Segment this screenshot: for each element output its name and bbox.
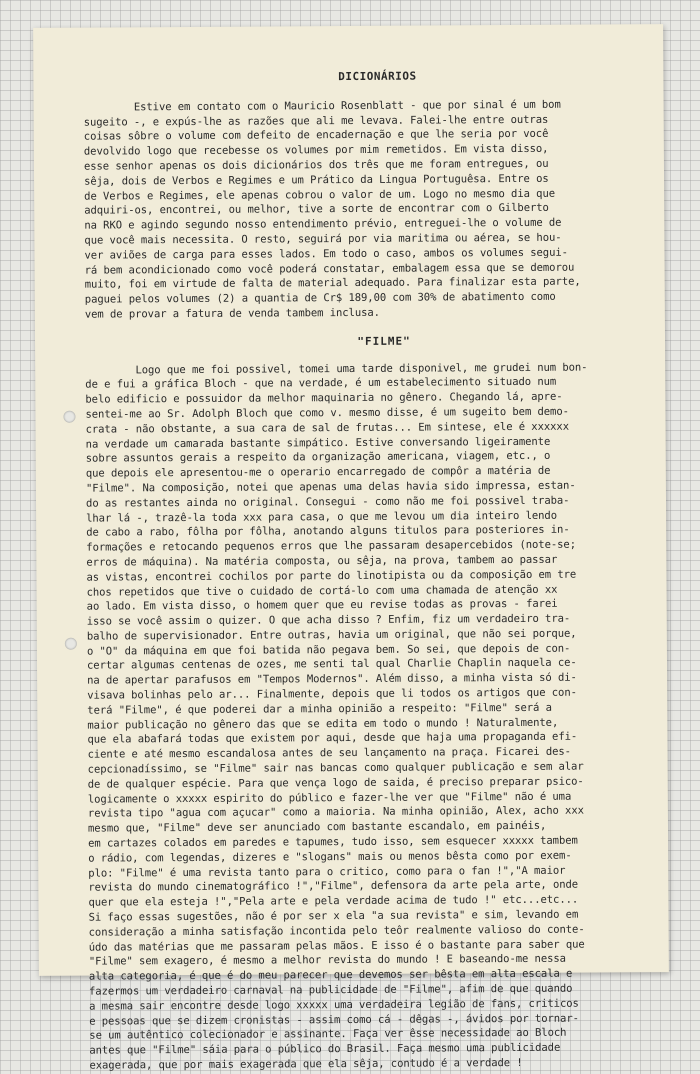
text-line: muito, foi em virtude de falta de material adequado. Para finalizar esta parte, [84,275,581,291]
text-line: ciente e até mesmo escandalosa antes de seu lançamento na praça. Ficarei des- [87,745,571,761]
text-line: de cabo a rabo, fôlha por fôlha, anotando alguns titulos para posteriores in- [86,523,570,539]
text-line: sugeito -, e expús-lhe as razões que ali me levava. Falei-lhe entre outras [83,113,549,129]
text-line: maior publicação no gênero das que se edita em todo o mundo ! Naturalmente, [87,716,559,732]
text-line: revista do mundo cinematográfico !","Filme", defensora da arte pela arte, onde [88,879,579,895]
text-line: na de apertar parafusos em "Tempos Modernos". Além disso, a minha vista só di- [87,671,577,687]
text-line: devolvido logo que recebesse os volumes por mim remetidos. Em vista disso, [83,142,549,158]
text-line: se um autêntico colecionador e assinante. Faça ver êsse necessidade ao Bloch [89,1027,567,1043]
text-line: "Filme" sem exagero, é mesmo a melhor revista do mundo ! E baseando-me nessa [88,953,566,969]
text-line: coisas sôbre o volume com defeito de encadernação e que lhe seria por você [83,128,549,144]
text-line: esse senhor apenas os dois dicionários dos três que me foram entregues, ou [83,157,549,173]
text-line: vem de provar a fatura de venda tambem inclusa. [84,306,380,321]
text-line: que ela abafará todas que existem por aqui, desde que haja uma propaganda efi- [87,731,578,747]
text-line: Si faço essas sugestões, não é por ser x ela "a sua revista" e sim, levando em [88,908,579,924]
text-line: certar algumas centenas de ozes, me senti tal qual Charlie Chaplin naquela ce- [86,657,577,673]
text-line: sêja, dois de Verbos e Regimes e um Prático da Lingua Portuguêsa. Entre os [84,172,549,188]
text-line: chos repetidos que tive o cuidado de cortá-lo com uma chamada de atenção xx [86,583,558,599]
text-line: as vistas, encontrei cochilos por parte do linotipista ou da composição em tre [86,568,577,584]
text-line: revista tipo "agua com açucar" como a maioria. Na minha opinião, Alex, acho xxx [87,805,584,821]
text-line: o rádio, com legendas, dizeres e "slogans" mais ou menos bêsta como por exem- [88,849,572,865]
typewritten-page [33,24,669,1072]
text-line: que você mais necessita. O resto, seguirá por via maritima ou aérea, se hou- [84,231,562,247]
text-line: logicamente o xxxxx espirito do público e fazer-lhe ver que "Filme" não é uma [87,790,572,806]
text-line: antes que "Filme" sáia para o público do Brasil. Faça mesmo uma publicidade [89,1041,561,1057]
text-line: que depois ele apresentou-me o operario encarregado de compôr a matéria de [85,464,551,480]
text-line: adquiri-os, encontrei, ou melhor, tive a sorte de encontrar com o Gilberto [84,202,549,217]
section-title-filme: "FILME" [357,334,411,348]
text-line: isso se você assim o quizer. O que acha disso ? Enfim, fiz um verdadeiro tra- [86,612,571,628]
text-line: rá bem acondicionado como você poderá constatar, embalagem essa que se demorou [84,261,575,277]
text-line: cepcionadíssimo, se "Filme" sair nas bancas como qualquer publicação e sem alar [87,760,584,776]
text-line: Estive em contato com o Mauricio Rosenblatt - que por sinal é um bom [83,98,561,114]
text-line: na RKO e agindo segundo nosso entendimento prévio, entreguei-lhe o volume de [84,216,562,232]
text-line: terá "Filme", é que poderei dar a minha opinião a respeito: "Filme" será a [87,701,552,717]
text-line: "Filme". Na composição, notei que apenas uma delas havia sido impressa, estan- [85,479,576,495]
text-line: do as restantes ainda no original. Consegui - como não me foi possivel traba- [85,494,570,510]
text-line: de Verbos e Regimes, ele apenas cobrou o valor de um. Logo no mesmo dia que [84,187,556,203]
letter-body [83,68,657,1073]
text-line: de e fui a gráfica Bloch - que na verdade, é um estabelecimento situado num [85,376,557,391]
text-line: e pessoas que se dizem cronistas - assim como cá - dêgas -, ávidos por tornar- [89,1012,579,1028]
text-line: quer que ela esteja !","Pela arte e pela verdade acima de tudo !" etc...etc... [88,893,579,909]
text-line: Logo que me foi possivel, tomei uma tarde disponivel, me grudei num bon- [85,361,588,377]
punch-hole [65,638,77,650]
text-line: belo edificio e possuidor da melhor maquinaria no gênero. Chegando lá, apre- [85,390,563,406]
text-line: de de qualquer espécie. Para que vença logo de saida, é preciso preparar psico- [87,775,584,791]
text-line: crata - não obstante, a sua cara de sal de frutas... Em sintese, ele é xxxxxx [85,420,569,436]
text-line: formações e retocando pequenos erros que lhe passaram desapercebidos (note-se; [86,538,577,554]
text-line: sobre assuntos gerais a respeito da organização americana, viagem, etc., o [85,450,551,465]
text-line: em cartazes colados em paredes e tapumes, tudo isso, sem esquecer xxxxx tambem [88,834,578,850]
text-line: ver aviões de carga para esses lados. Em todo o caso, ambos os volumes segui- [84,246,568,262]
text-line: plo: "Filme" é uma revista tanto para o critico, como para o fan !","A maior [88,864,566,880]
text-line: na verdade um camarada bastante simpático. Estive conversando ligeiramente [85,435,551,451]
text-line: o "O" da máquina em que foi batida não pegava bem. So sei, que depois de con- [86,642,571,658]
text-line: paguei pelos volumes (2) a quantia de Cr$ 189,00 com 30% de abatimento como [84,290,556,306]
text-line: visava bolinhas pelo ar... Finalmente, depois que li todos os artigos que con- [87,686,577,702]
text-line: ao lado. Em vista disso, o homem quer que eu revise todas as provas - farei [86,598,558,613]
text-line: balho de supervisionador. Entre outras, havia um original, que não sei porque, [86,627,577,643]
text-line: alta categoria, é que é do meu parecer que devemos ser bêsta em alta escala e [88,967,573,983]
punch-hole [63,411,75,423]
text-line: sentei-me ao Sr. Adolph Bloch que como v. mesmo disse, é um sugeito bem demo- [85,405,569,421]
text-line: erros de máquina). Na matéria composta, ou sêja, na prova, tambem ao passar [86,553,558,569]
paragraph-dicionarios [84,97,653,322]
text-line: mesmo que, "Filme" deve ser anunciado com bastante escandalo, em painéis, [87,820,547,835]
text-line: fazermos um verdadeiro carnaval na publicidade de "Filme", afim de que quando [88,982,573,998]
text-line: údo das matérias que me passaram pelas mãos. E isso é o bastante para saber que [88,938,585,954]
text-line: lhar lá -, trazê-la toda xxx para casa, o que me levou um dia inteiro lendo [86,509,557,525]
text-line: consideração a minha satisfação incontida pelo teôr realmente valioso do conte- [88,923,585,939]
text-line: a mesma sair encontre desde logo xxxxx uma verdadeira legião de fans, criticos [89,997,579,1013]
page-title: DICIONÁRIOS [338,69,417,84]
text-line: exagerada, que por mais exagerada que ela sêja, contudo é a verdade ! [89,1056,523,1072]
paragraph-filme [85,360,657,1074]
